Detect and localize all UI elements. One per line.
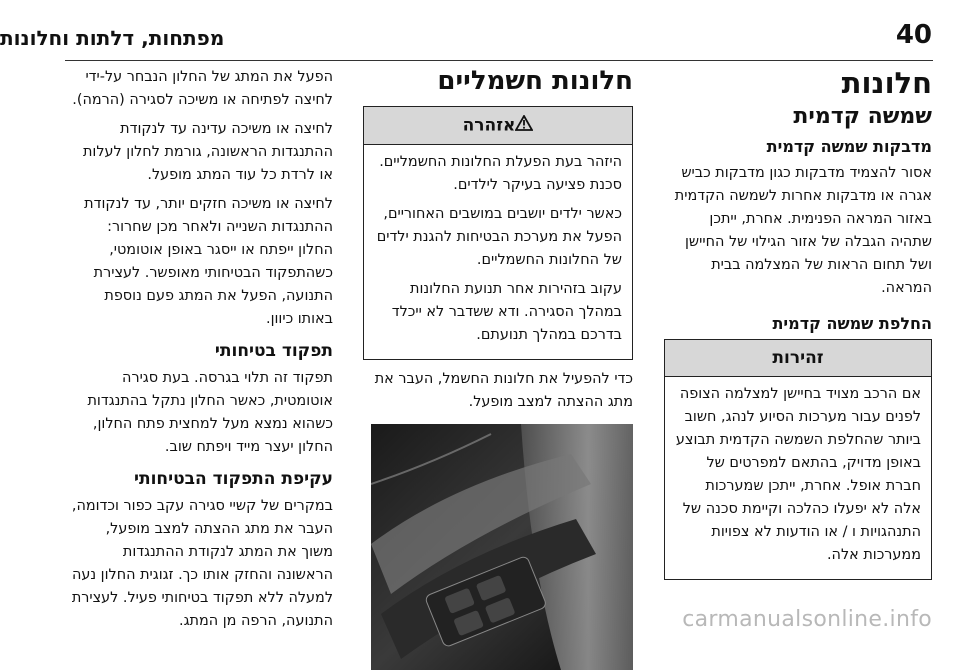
paragraph-second-detent: לחיצה או משיכה חזקים יותר, עד לנקודת ההתנגדות השנייה ולאחר מכן שחרור: החלון ייפתח או ייסגר באופן אוטומטי, כשהתפקוד הבטיחותי מאופשר. לעצירת התנועה, הפעל את המתג פעם נוספת באותו כיוון. bbox=[84, 196, 333, 327]
page-number: 40 bbox=[895, 20, 932, 50]
caution-box bbox=[664, 339, 932, 580]
heading-windshield: שמשה קדמית bbox=[793, 104, 932, 129]
door-window-switch-photo bbox=[371, 424, 633, 670]
heading-override-safety: עקיפת התפקוד הבטיחותי bbox=[133, 469, 333, 489]
warning-triangle-icon bbox=[515, 115, 533, 136]
column-operation bbox=[71, 66, 333, 639]
caution-text: אם הרכב מצויד בחיישן למצלמה הצופה לפנים עבור מערכות הסיוע לנהג, חשוב ביותר שהחלפת השמשה הקדמית תבוצע באופן מדויק, בהתאם למפרטים של חברת אופל. אחרת, ייתכן שמערכות אלה לא יפעלו כהלכה וקיימת סכנה של התנהגויות ו / או הודעות לא צפויות ממערכות אלה. bbox=[675, 386, 921, 563]
heading-windshield-stickers: מדבקות שמשה קדמית bbox=[766, 137, 932, 156]
column-power-windows bbox=[363, 62, 633, 670]
section-title-windows: חלונות bbox=[841, 66, 932, 100]
heading-safety-function: תפקוד בטיחותי bbox=[214, 341, 333, 361]
header-divider bbox=[65, 60, 933, 61]
paragraph-ignition: כדי להפעיל את חלונות החשמל, העבר את מתג ההצתה למצב מופעל. bbox=[374, 371, 633, 410]
warning-text-2: כאשר ילדים יושבים במושבים האחוריים, הפעל את מערכת הבטיחות להגנת ילדים של החלונות החשמליים. bbox=[376, 206, 622, 268]
warning-heading: אזהרה bbox=[462, 115, 516, 136]
warning-box bbox=[363, 106, 633, 360]
watermark: carmanualsonline.info bbox=[682, 607, 932, 632]
section-title-power-windows: חלונות חשמליים bbox=[437, 66, 633, 96]
paragraph-safety-function: תפקוד זה תלוי בגרסה. בעת סגירה אוטומטית, כאשר החלון נתקל בהתנגדות כשהוא נמצא מעל למחצית פתח החלון, החלון יעצר מייד ויפתח שוב. bbox=[87, 370, 333, 455]
paragraph-first-detent: לחיצה או משיכה עדינה עד לנקודת ההתנגדות הראשונה, גורמת לחלון לעלות או לרדת כל עוד המתג מופעל. bbox=[82, 121, 333, 183]
caution-heading: זהירות bbox=[665, 340, 931, 377]
warning-text-1: היזהר בעת הפעלת החלונות החשמליים. סכנת פציעה בעיקר לילדים. bbox=[379, 154, 622, 193]
paragraph-operate-switch: הפעל את המתג של החלון הנבחר על-ידי לחיצה לפתיחה או משיכה לסגירה (הרמה). bbox=[72, 69, 333, 108]
chapter-title: מפתחות, דלתות וחלונות bbox=[0, 26, 225, 50]
paragraph-windshield-stickers: אסור להצמיד מדבקות כגון מדבקות כביש אגרה או מדבקות אחרות לשמשה הקדמית באזור המראה הפנימית. אחרת, ייתכן שתהיה הגבלה של אזור הגילוי של החיישן ושל תחום הראות של המצלמה בבית המראה. bbox=[674, 165, 932, 296]
column-windows bbox=[664, 62, 932, 580]
heading-windshield-replacement: החלפת שמשה קדמית bbox=[772, 314, 932, 333]
warning-text-3: עקוב בזהירות אחר תנועת החלונות במהלך הסגירה. ודא ששדבר לא ייכלד בדרכם במהלך תנועתם. bbox=[391, 281, 622, 343]
paragraph-override-safety: במקרים של קשיי סגירה עקב כפור וכדומה, העבר את מתג ההצתה למצב מופעל, משוך את המתג לנקודת ההתנגדות הראשונה והחזק אותו כך. זגוגית החלון נעה למעלה ללא תפקוד בטיחותי פעיל. לעצירת התנועה, הרפה מן המתג. bbox=[71, 498, 333, 629]
warning-header bbox=[364, 107, 632, 145]
